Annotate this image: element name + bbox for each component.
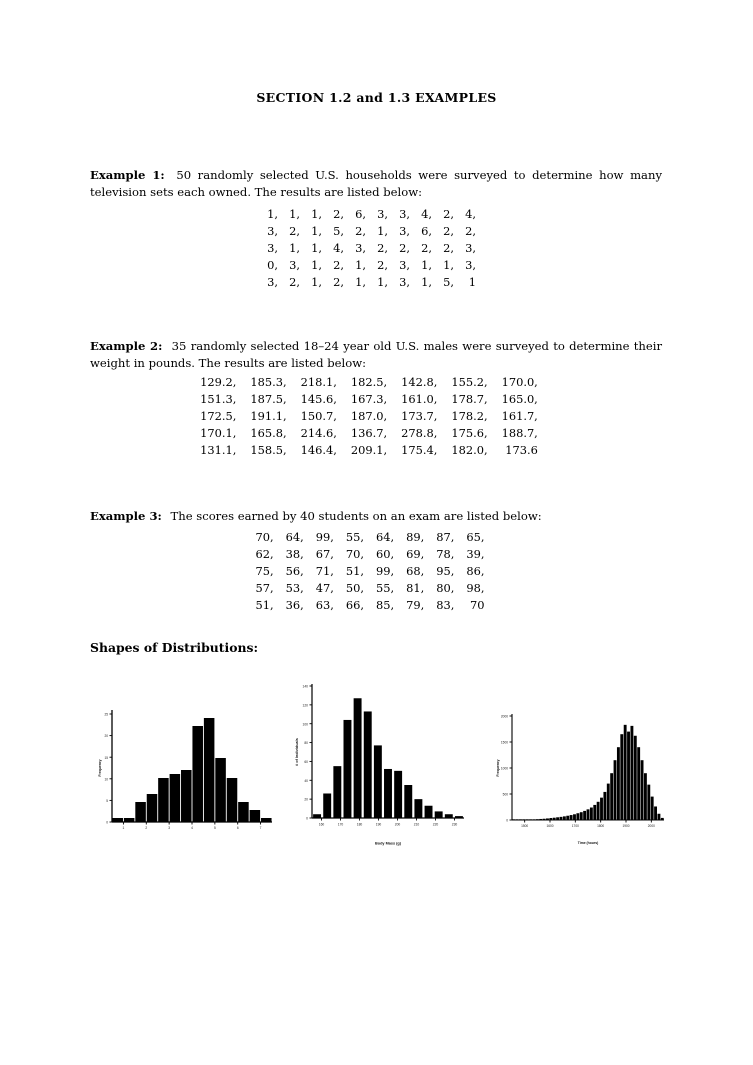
data-cell: 185.3, — [250, 374, 287, 389]
x-tick-label: 2000 — [647, 824, 655, 828]
data-cell: 79, — [406, 597, 425, 612]
table-row — [200, 390, 552, 407]
data-cell: 146.4, — [300, 442, 337, 457]
y-axis-title: Frequency — [496, 759, 500, 777]
y-tick-label: 10 — [104, 777, 108, 782]
histogram-bar — [250, 810, 261, 822]
data-cell: 2, — [289, 274, 300, 289]
table-row — [266, 239, 486, 256]
table-row — [266, 256, 486, 273]
data-cell: 38, — [285, 546, 304, 561]
data-cell: 51, — [255, 597, 274, 612]
data-cell: 1, — [311, 206, 322, 221]
histogram-svg — [286, 676, 472, 848]
table-row — [256, 562, 497, 579]
y-tick-label: 0 — [506, 818, 508, 823]
data-cell: 2, — [443, 240, 454, 255]
table-row — [200, 373, 552, 390]
x-tick-label: 160 — [318, 822, 325, 827]
x-tick-label: 190 — [375, 822, 382, 827]
x-tick-label: 1800 — [597, 824, 605, 828]
histogram-bar — [657, 814, 660, 820]
example-1-block — [90, 155, 662, 212]
histogram-right-skewed — [286, 676, 472, 848]
data-cell: 182.0, — [451, 442, 488, 457]
table-row — [266, 273, 486, 290]
x-tick-label: 1600 — [546, 824, 554, 828]
example-3-paragraph — [90, 508, 662, 525]
data-cell: 66, — [345, 597, 364, 612]
y-tick-label: 60 — [304, 760, 308, 765]
histogram-bar — [617, 747, 620, 820]
data-cell: 99, — [315, 529, 334, 544]
data-cell: 70, — [255, 529, 274, 544]
data-cell: 3, — [465, 257, 476, 272]
data-cell: 173.7, — [401, 408, 438, 423]
data-cell: 1 — [468, 274, 476, 289]
data-cell: 1, — [311, 223, 322, 238]
table-row — [200, 407, 552, 424]
data-cell: 1, — [443, 257, 454, 272]
example-3-data-table — [256, 528, 497, 613]
data-cell: 145.6, — [300, 391, 337, 406]
data-cell: 1, — [311, 257, 322, 272]
data-cell: 68, — [406, 563, 425, 578]
data-cell: 64, — [285, 529, 304, 544]
y-tick-label: 140 — [302, 684, 308, 689]
histogram-bar — [414, 799, 422, 818]
x-tick-label: 200 — [394, 822, 401, 827]
data-cell: 150.7, — [300, 408, 337, 423]
data-cell: 155.2, — [451, 374, 488, 389]
data-cell: 170.0, — [501, 374, 538, 389]
y-tick-label: 1000 — [500, 766, 508, 771]
example-1-label: Example 1: — [90, 167, 165, 182]
data-cell: 172.5, — [200, 408, 237, 423]
data-cell: 2, — [377, 257, 388, 272]
data-cell: 1, — [377, 274, 388, 289]
table-row — [256, 579, 497, 596]
histogram-bar — [624, 725, 627, 820]
y-tick-label: 80 — [304, 741, 308, 746]
data-cell: 5, — [333, 223, 344, 238]
histogram-bar — [647, 785, 650, 820]
x-tick-label: 210 — [413, 822, 420, 827]
data-cell: 3, — [399, 274, 410, 289]
data-cell: 209.1, — [350, 442, 388, 457]
data-cell: 65, — [466, 529, 485, 544]
example-2-data-wrap — [90, 373, 662, 458]
histogram-bar — [435, 811, 443, 818]
data-cell: 55, — [345, 529, 364, 544]
data-cell: 2, — [289, 223, 300, 238]
data-cell: 4, — [421, 206, 432, 221]
histogram-bar — [425, 806, 433, 818]
data-cell: 2, — [333, 257, 344, 272]
x-tick-label: 7 — [259, 826, 262, 830]
histogram-bar — [170, 774, 181, 822]
data-cell: 182.5, — [350, 374, 388, 389]
data-cell: 0, — [267, 257, 278, 272]
data-cell: 151.3, — [200, 391, 237, 406]
histogram-bar — [630, 726, 633, 820]
histogram-bar — [637, 747, 640, 820]
histogram-bar — [580, 812, 583, 820]
y-tick-label: 500 — [502, 792, 508, 797]
x-tick-label: 180 — [356, 822, 363, 827]
x-tick-label: 5 — [213, 826, 216, 830]
table-row — [256, 528, 497, 545]
x-tick-label: 220 — [432, 822, 439, 827]
histogram-bar — [192, 726, 203, 822]
histogram-bar — [627, 732, 630, 820]
table-row — [266, 205, 486, 222]
data-cell: 56, — [285, 563, 304, 578]
histogram-bar — [384, 769, 392, 818]
table-row — [200, 441, 552, 458]
shapes-of-distributions-heading: Shapes of Distributions: — [90, 640, 259, 655]
example-3-text: The scores earned by 40 students on an exam are listed below: — [170, 508, 542, 523]
data-cell: 75, — [255, 563, 274, 578]
page-title: SECTION 1.2 and 1.3 EXAMPLES — [256, 90, 497, 105]
data-cell: 3, — [289, 257, 300, 272]
data-cell: 4, — [333, 240, 344, 255]
histogram-bar — [600, 798, 603, 820]
histogram-bar — [587, 809, 590, 820]
histogram-bar — [607, 784, 610, 820]
data-cell: 188.7, — [501, 425, 538, 440]
histogram-bar — [651, 797, 654, 820]
y-tick-label: 1500 — [500, 740, 508, 745]
data-cell: 3, — [355, 240, 366, 255]
data-cell: 50, — [345, 580, 364, 595]
data-cell: 131.1, — [200, 442, 237, 457]
y-tick-label: 0 — [106, 820, 108, 825]
data-cell: 1, — [421, 257, 432, 272]
y-tick-label: 20 — [104, 734, 108, 739]
data-cell: 3, — [267, 223, 278, 238]
y-tick-label: 2000 — [500, 714, 508, 719]
data-cell: 161.7, — [501, 408, 538, 423]
histogram-bar — [135, 802, 146, 822]
histogram-bar — [181, 770, 192, 822]
data-cell: 60, — [376, 546, 395, 561]
histogram-bar — [573, 814, 576, 820]
data-cell: 1, — [311, 274, 322, 289]
data-cell: 3, — [399, 206, 410, 221]
histogram-bar — [603, 792, 606, 820]
x-tick-label: 1 — [122, 826, 125, 830]
data-cell: 39, — [466, 546, 485, 561]
data-cell: 187.5, — [250, 391, 287, 406]
data-cell: 173.6 — [505, 442, 538, 457]
data-cell: 80, — [436, 580, 455, 595]
data-cell: 3, — [267, 240, 278, 255]
data-cell: 85, — [376, 597, 395, 612]
y-axis-title: # of Individuals — [295, 738, 299, 766]
table-row — [256, 545, 497, 562]
data-cell: 51, — [345, 563, 364, 578]
data-cell: 2, — [465, 223, 476, 238]
histogram-bar — [654, 806, 657, 820]
histogram-bar — [215, 758, 226, 822]
histogram-svg — [482, 676, 672, 848]
data-cell: 89, — [406, 529, 425, 544]
y-tick-label: 0 — [306, 816, 308, 821]
data-cell: 2, — [421, 240, 432, 255]
data-cell: 98, — [466, 580, 485, 595]
x-tick-label: 2 — [145, 826, 148, 830]
x-axis-title: Time (hours) — [577, 841, 599, 845]
data-cell: 218.1, — [300, 374, 337, 389]
data-cell: 178.7, — [451, 391, 488, 406]
data-cell: 69, — [406, 546, 425, 561]
data-cell: 81, — [406, 580, 425, 595]
data-cell: 36, — [285, 597, 304, 612]
data-cell: 167.3, — [350, 391, 388, 406]
y-tick-label: 20 — [304, 797, 308, 802]
example-1-paragraph — [90, 167, 662, 201]
data-cell: 53, — [285, 580, 304, 595]
histogram-bar — [644, 773, 647, 820]
x-tick-label: 1700 — [571, 824, 579, 828]
data-cell: 62, — [255, 546, 274, 561]
histogram-bar — [364, 711, 372, 818]
data-cell: 175.6, — [451, 425, 488, 440]
data-cell: 95, — [436, 563, 455, 578]
data-cell: 1, — [267, 206, 278, 221]
example-2-label: Example 2: — [90, 338, 163, 353]
example-2-text: 35 randomly selected 18–24 year old U.S. males were surveyed to determine their weight in pounds. The results are listed below: — [90, 338, 662, 370]
data-cell: 129.2, — [200, 374, 237, 389]
data-cell: 1, — [289, 206, 300, 221]
data-cell: 161.0, — [401, 391, 438, 406]
histogram-bar — [333, 766, 341, 818]
y-tick-label: 100 — [302, 722, 308, 727]
data-cell: 63, — [315, 597, 334, 612]
histogram-bar — [344, 720, 352, 818]
histogram-bar — [227, 778, 238, 822]
data-cell: 1, — [311, 240, 322, 255]
data-cell: 99, — [376, 563, 395, 578]
histogram-symmetric — [86, 676, 282, 848]
data-cell: 214.6, — [300, 425, 337, 440]
x-tick-label: 4 — [191, 826, 193, 830]
data-cell: 1, — [355, 257, 366, 272]
x-tick-label: 3 — [168, 826, 171, 830]
data-cell: 178.2, — [451, 408, 488, 423]
data-cell: 278.8, — [401, 425, 438, 440]
histogram-bar — [238, 802, 249, 822]
x-tick-label: 1500 — [521, 824, 529, 828]
data-cell: 87, — [436, 529, 455, 544]
data-cell: 187.0, — [350, 408, 388, 423]
y-tick-label: 120 — [302, 703, 308, 708]
data-cell: 175.4, — [401, 442, 438, 457]
data-cell: 191.1, — [250, 408, 287, 423]
example-3-data-wrap — [90, 528, 662, 613]
histogram-bar — [204, 718, 215, 822]
histogram-bar — [641, 760, 644, 820]
histogram-bar — [158, 778, 169, 822]
histogram-bar — [394, 771, 402, 818]
data-cell: 2, — [377, 240, 388, 255]
y-tick-label: 5 — [106, 799, 108, 803]
table-row — [266, 222, 486, 239]
histogram-bar — [323, 793, 331, 818]
y-tick-label: 40 — [304, 778, 308, 783]
x-tick-label: 170 — [337, 822, 344, 827]
data-cell: 158.5, — [250, 442, 287, 457]
data-cell: 47, — [315, 580, 334, 595]
data-cell: 2, — [443, 206, 454, 221]
data-cell: 64, — [376, 529, 395, 544]
histogram-bar — [374, 745, 382, 818]
x-axis-title: Body Mass (g) — [375, 841, 401, 846]
data-cell: 67, — [315, 546, 334, 561]
data-cell: 2, — [355, 223, 366, 238]
data-cell: 55, — [376, 580, 395, 595]
histogram-svg — [86, 676, 282, 848]
y-tick-label: 15 — [104, 755, 108, 760]
histogram-bar — [576, 813, 579, 820]
histogram-bar — [597, 802, 600, 820]
data-cell: 70, — [345, 546, 364, 561]
data-cell: 2, — [333, 274, 344, 289]
y-axis-title: Frequency — [98, 759, 102, 777]
data-cell: 86, — [466, 563, 485, 578]
example-1-data-wrap — [90, 205, 662, 290]
data-cell: 3, — [267, 274, 278, 289]
data-cell: 1, — [289, 240, 300, 255]
histogram-left-skewed — [482, 676, 672, 848]
histogram-bar — [570, 815, 573, 820]
data-cell: 165.0, — [501, 391, 538, 406]
histogram-bar — [590, 808, 593, 820]
x-tick-label: 6 — [236, 826, 239, 830]
data-cell: 6, — [355, 206, 366, 221]
histogram-bar — [614, 760, 617, 820]
data-cell: 71, — [315, 563, 334, 578]
data-cell: 1, — [421, 274, 432, 289]
data-cell: 4, — [465, 206, 476, 221]
y-tick-label: 25 — [104, 712, 108, 717]
histogram-bar — [583, 811, 586, 820]
table-row — [200, 424, 552, 441]
x-tick-label: 1900 — [622, 824, 630, 828]
example-1-text: 50 randomly selected U.S. households were surveyed to determine how many television sets each owned. The results are listed below: — [90, 167, 662, 199]
histogram-bar — [147, 794, 158, 822]
data-cell: 83, — [436, 597, 455, 612]
data-cell: 165.8, — [250, 425, 287, 440]
data-cell: 2, — [333, 206, 344, 221]
data-cell: 2, — [443, 223, 454, 238]
histogram-row — [86, 676, 672, 848]
example-2-data-table — [200, 373, 552, 458]
data-cell: 3, — [465, 240, 476, 255]
data-cell: 2, — [399, 240, 410, 255]
data-cell: 1, — [355, 274, 366, 289]
x-tick-label: 230 — [451, 822, 458, 827]
histogram-bar — [566, 816, 569, 820]
data-cell: 1, — [377, 223, 388, 238]
histogram-bar — [593, 805, 596, 820]
data-cell: 70 — [470, 597, 485, 612]
data-cell: 3, — [377, 206, 388, 221]
histogram-bar — [620, 734, 623, 820]
data-cell: 78, — [436, 546, 455, 561]
data-cell: 3, — [399, 223, 410, 238]
data-cell: 170.1, — [200, 425, 237, 440]
example-2-paragraph — [90, 338, 662, 372]
data-cell: 136.7, — [350, 425, 388, 440]
example-3-label: Example 3: — [90, 508, 162, 523]
data-cell: 57, — [255, 580, 274, 595]
data-cell: 3, — [399, 257, 410, 272]
table-row — [256, 596, 497, 613]
example-1-data-table — [266, 205, 486, 290]
histogram-bar — [354, 698, 362, 818]
data-cell: 6, — [421, 223, 432, 238]
data-cell: 5, — [443, 274, 454, 289]
histogram-bar — [404, 785, 412, 818]
data-cell: 142.8, — [401, 374, 438, 389]
histogram-bar — [634, 736, 637, 820]
histogram-bar — [610, 773, 613, 820]
